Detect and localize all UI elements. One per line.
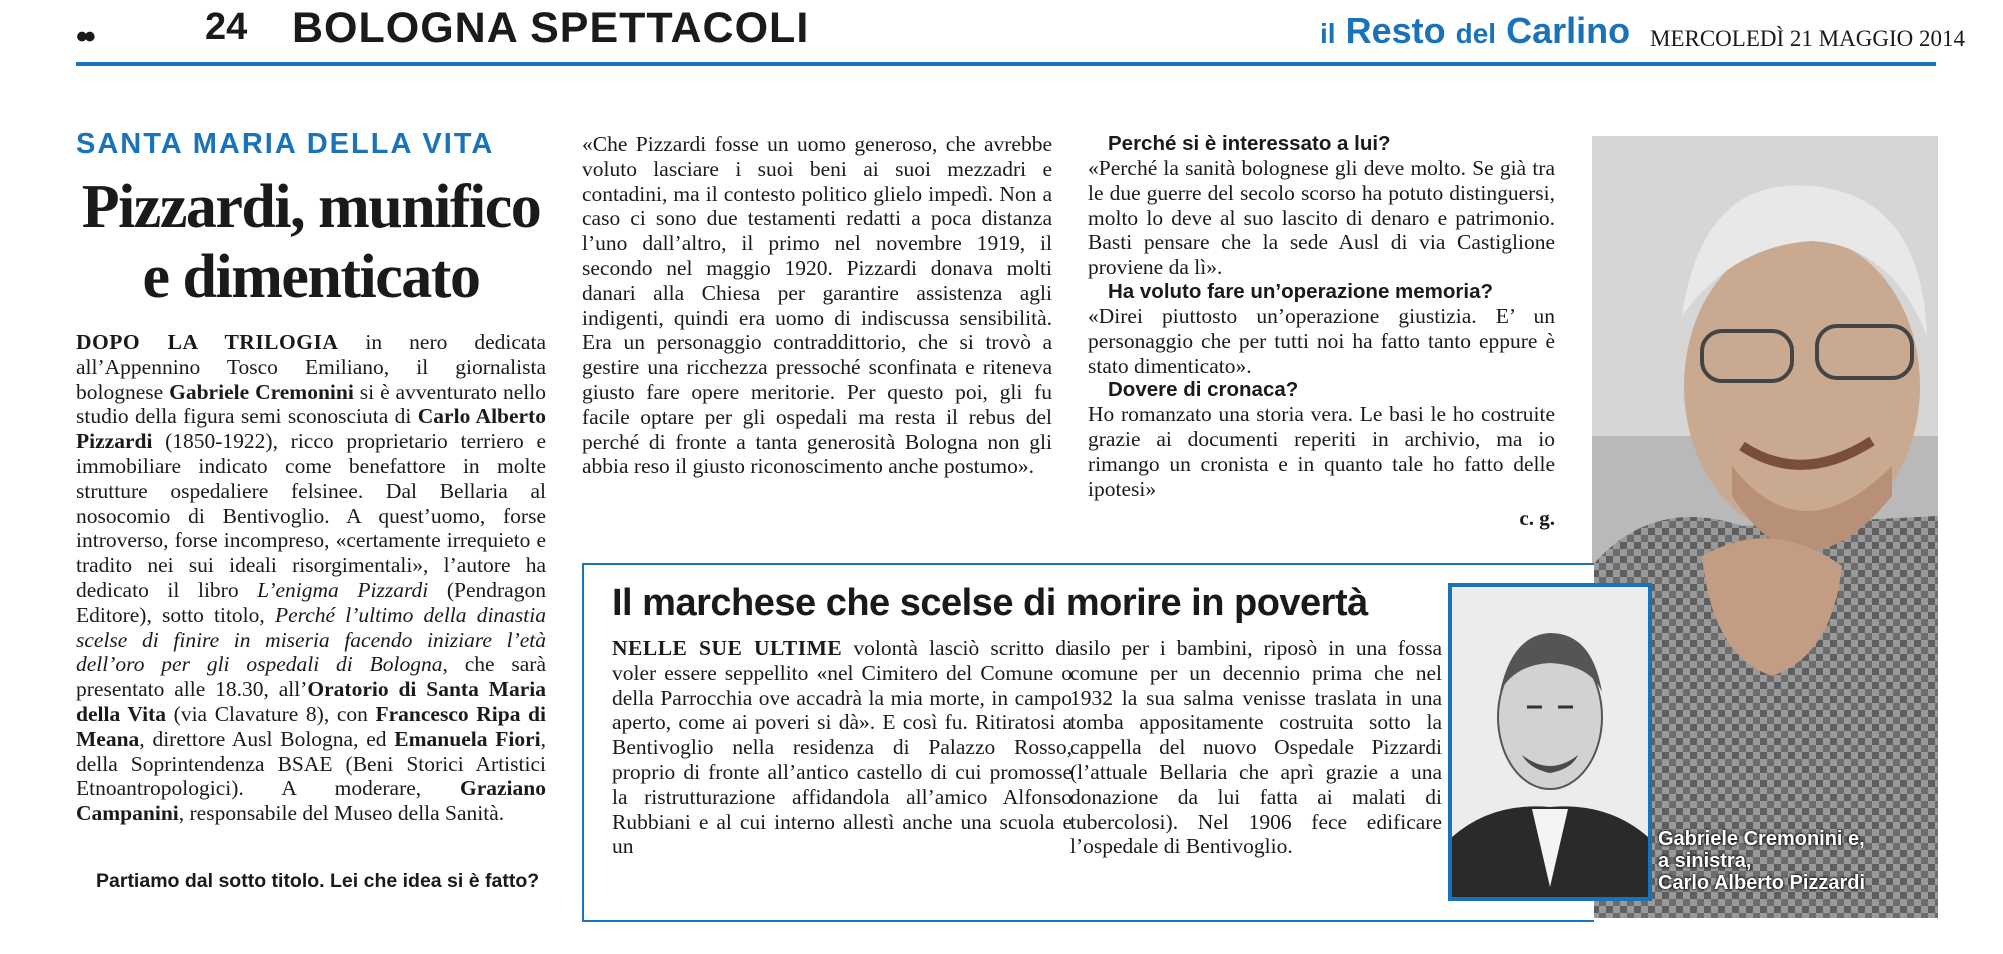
portrait-pizzardi (1448, 583, 1652, 901)
answer-1: «Perché la sanità bolognese gli deve molto. Se già tra le due guerre del secolo scorso ha potuto distinguersi, molto lo deve al suo lascito di denaro e patrimonio. Basti pensare che la sede Ausl di via Castiglione proviene da lì». (1088, 156, 1555, 280)
text: (1850-1922), ricco proprietario terriero e immobiliare indicato come benefattore in molte strutture ospedaliere felsinee. Dal Bellaria al nosocomio di Bentivoglio. A quest’uomo, forse introverso, forse incompreso, «certamente irrequieto e tradito nei sui ideali risorgimentali», l’autore ha dedicato il libro (76, 429, 546, 602)
section-title: BOLOGNA SPETTACOLI (292, 4, 810, 52)
photo-caption (1658, 828, 1948, 894)
lead-in: DOPO LA TRILOGIA (76, 330, 339, 354)
answer-2: «Direi piuttosto un’operazione giustizia. E’ un personaggio che per tutti noi ha fatto tanto eppure è stato dimenticato». (1088, 303, 1555, 378)
text: si è avventurato nello studio della figura semi sconosciuta di (76, 379, 546, 429)
caption-line-2: a sinistra, (1658, 850, 1752, 872)
book-title: L’enigma Pizzardi (257, 577, 429, 602)
page-header (0, 0, 2003, 70)
interview-question: Partiamo dal sotto titolo. Lei che idea si è fatto? (96, 870, 540, 892)
name-campanini: Graziano Campanini (76, 776, 546, 826)
headline-line-2: e dimenticato (142, 243, 480, 311)
caption-line-1: Gabriele Cremonini e, (1658, 828, 1865, 850)
interview-column (1088, 132, 1555, 531)
article-kicker: SANTA MARIA DELLA VITA (76, 128, 495, 160)
issue-date: MERCOLEDÌ 21 MAGGIO 2014 (1650, 26, 1965, 51)
answer-3: Ho romanzato una storia vera. Le basi le ho costruite grazie ai documenti reperiti in archivio, ma io rimango un cronista e in quanto tale ho fatto delle ipotesi» (1088, 402, 1555, 501)
headline-line-1: Pizzardi, munifico (81, 173, 541, 241)
logo-del: del (1455, 18, 1497, 49)
text: in nero dedicata all’Appennino Tosco Emiliano, il giornalista bolognese (76, 330, 546, 404)
article-column-1 (76, 330, 546, 826)
portrait-illustration (1452, 587, 1648, 897)
book-subtitle: Perché l’ultimo della dinastia scelse di finire in miseria facendo iniziare l’età dell’oro per gli ospedali di Bologna (76, 602, 546, 677)
author-signature: c. g. (1519, 505, 1555, 530)
page-number: 24 (205, 6, 248, 48)
name-cremonini: Gabriele Cremonini (169, 379, 354, 404)
logo-resto: Resto (1345, 10, 1446, 51)
sidebar-story-title: Il marchese che scelse di morire in povertà (612, 582, 1368, 624)
newspaper-logo (1320, 10, 1630, 52)
sidebar-column-2: asilo per i bambini, riposò in una fossa comune per un decennio prima che nel 1932 la sua salma venisse traslata in una tomba appositamente costruita sotto la cappella del nuovo Ospedale Pizzardi (l’attuale Bellaria che aprì grazie a una donazione da lui fatta ai malati di tubercolosi). Nel 1906 fece edificare l’ospedale di Bentivoglio. (1070, 636, 1442, 859)
question-2: Ha voluto fare un’operazione memoria? (1108, 279, 1494, 303)
question-3: Dovere di cronaca? (1108, 378, 1299, 402)
name-fiori: Emanuela Fiori (394, 726, 541, 751)
article-column-2: «Che Pizzardi fosse un uomo generoso, che avrebbe voluto lasciare i suoi beni ai suoi mezzadri e contadini, ma il contesto politico glielo impedì. Non a caso ci sono due testamenti redatti a poca distanza l’uno dall’altro, il primo nel novembre 1919, il secondo nel maggio 1920. Pizzardi donava molti danari alla Chiesa per garantire assistenza agli indigenti, quindi era uomo di indiscussa sensibilità. Era un personaggio contraddittorio, che si trovò a gestire una ricchezza pressoché sconfinata e riteneva giusto fare opere meritorie. Per questo poi, gli fu facile optare per gli ospedali ma resta il rebus del perché di fronte a tanta generosità Bologna non gli abbia reso il giusto riconoscimento anche postumo». (582, 132, 1052, 479)
article-headline (76, 172, 546, 312)
name-pizzardi: Carlo Alberto Pizzardi (76, 404, 546, 454)
caption-line-3: Carlo Alberto Pizzardi (1658, 872, 1866, 894)
question-1: Perché si è interessato a lui? (1108, 132, 1391, 155)
text: (Pendragon Editore), sotto titolo, (76, 577, 546, 627)
page-marker-dots: •• (76, 18, 92, 56)
sidebar-lead-in: NELLE SUE ULTIME (612, 636, 843, 660)
text: volontà lasciò scritto di voler essere seppellito «nel Cimitero del Comune o della Parrocchia ove accadrà la mia morte, in campo aperto, come ai poveri si dà». E così fu. Ritiratosi a Bentivoglio nella residenza di Palazzo Rosso, proprio di fronte all’antico castello di cui promosse la ristrutturazione affidandola all’amico Alfonso Rubbiani e al cui interno allestì anche una scuola e un (612, 636, 1072, 859)
text: , della Soprintendenza BSAE (Beni Storici Artistici Etnoantropologici). A moderare, (76, 726, 546, 801)
text: , direttore Ausl Bologna, ed (139, 726, 395, 751)
text: , che sarà presentato alle 18.30, all’ (76, 652, 546, 702)
text: (via Clavature 8), con (166, 701, 376, 726)
text: , responsabile del Museo della Sanità. (178, 801, 505, 826)
header-rule (76, 62, 1936, 66)
sidebar-column-1 (612, 636, 1072, 859)
venue: Oratorio di Santa Maria della Vita (76, 677, 546, 726)
logo-il: il (1320, 18, 1336, 49)
logo-carlino: Carlino (1506, 10, 1631, 51)
name-ripa-di-meana: Francesco Ripa di Meana (76, 701, 546, 751)
